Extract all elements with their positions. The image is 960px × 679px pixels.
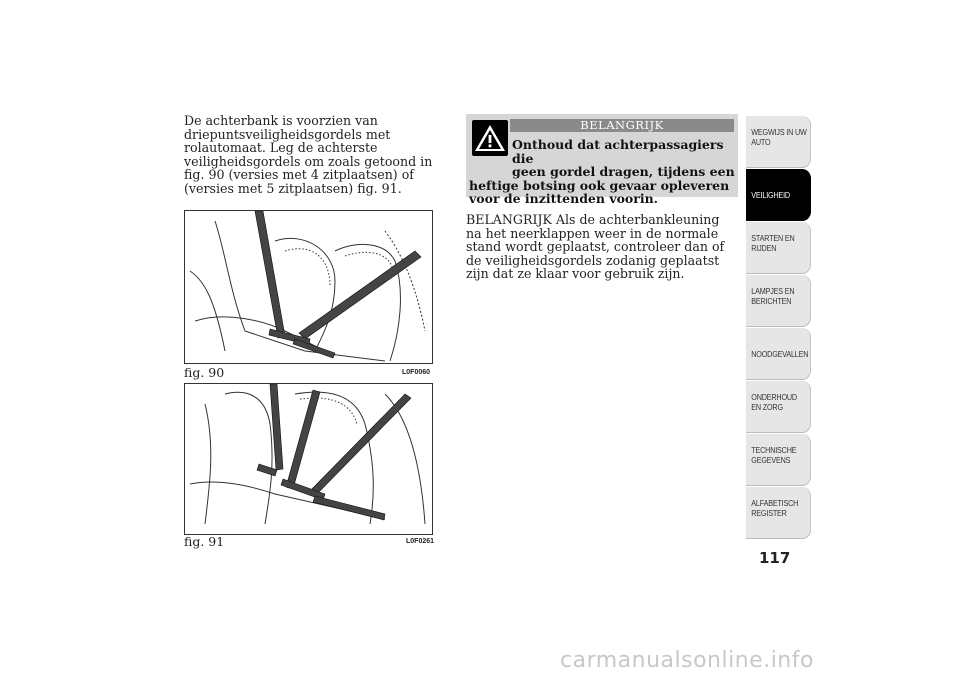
tab-onderhoud-en-zorg[interactable]: ONDERHOUD EN ZORG <box>746 381 811 433</box>
figure-90-label: fig. 90 <box>184 365 225 380</box>
tab-noodgevallen[interactable]: NOODGEVALLEN <box>746 328 811 380</box>
warning-text <box>469 138 735 206</box>
rear-seat-belt-drawing-4-seats <box>185 211 432 363</box>
chapter-tabs <box>746 116 820 540</box>
intro-paragraph: De achterbank is voorzien van driepuntsveiligheidsgordels met rolautomaat. Leg de achterste veiligheidsgordels om zoals getoond in fig. 90 (versies met 4 zitplaatsen) of (versies met 5 zitplaatsen) fig. 91. <box>184 113 433 196</box>
warning-box <box>466 114 738 207</box>
warning-line-1: Onthoud dat achterpassagiers die <box>512 137 724 166</box>
tab-alfabetisch-register[interactable]: ALFABETISCH REGISTER <box>746 487 811 539</box>
figure-90-code: L0F0060 <box>402 369 431 376</box>
note-paragraph: BELANGRIJK Als de achterbankleuning na het neerklappen weer in de normale stand wordt geplaatst, controleer dan of de veiligheidsgordels zodanig geplaatst zijn dat ze klaar voor gebruik zijn. <box>466 212 725 282</box>
figure-91-label: fig. 91 <box>184 534 225 549</box>
tab-wegwijs-in-uw-auto[interactable]: WEGWIJS IN UW AUTO <box>746 116 811 168</box>
warning-line-2: geen gordel dragen, tijdens een <box>512 164 735 180</box>
page-number: 117 <box>759 549 791 567</box>
figure-91-code: L0F0261 <box>406 538 435 545</box>
tab-veiligheid[interactable]: VEILIGHEID <box>746 169 811 221</box>
figure-91-illustration <box>184 383 433 535</box>
warning-rest: heftige botsing ook gevaar opleveren voor de inzittenden voorin. <box>469 177 730 207</box>
tab-starten-en-rijden[interactable]: STARTEN EN RIJDEN <box>746 222 811 274</box>
rear-seat-belt-drawing-5-seats <box>185 384 432 534</box>
watermark: carmanualsonline.info <box>560 648 814 673</box>
warning-title: BELANGRIJK <box>510 119 734 132</box>
tab-lampjes-en-berichten[interactable]: LAMPJES EN BERICHTEN <box>746 275 811 327</box>
tab-technische-gegevens[interactable]: TECHNISCHE GEGEVENS <box>746 434 811 486</box>
figure-90-illustration <box>184 210 433 364</box>
